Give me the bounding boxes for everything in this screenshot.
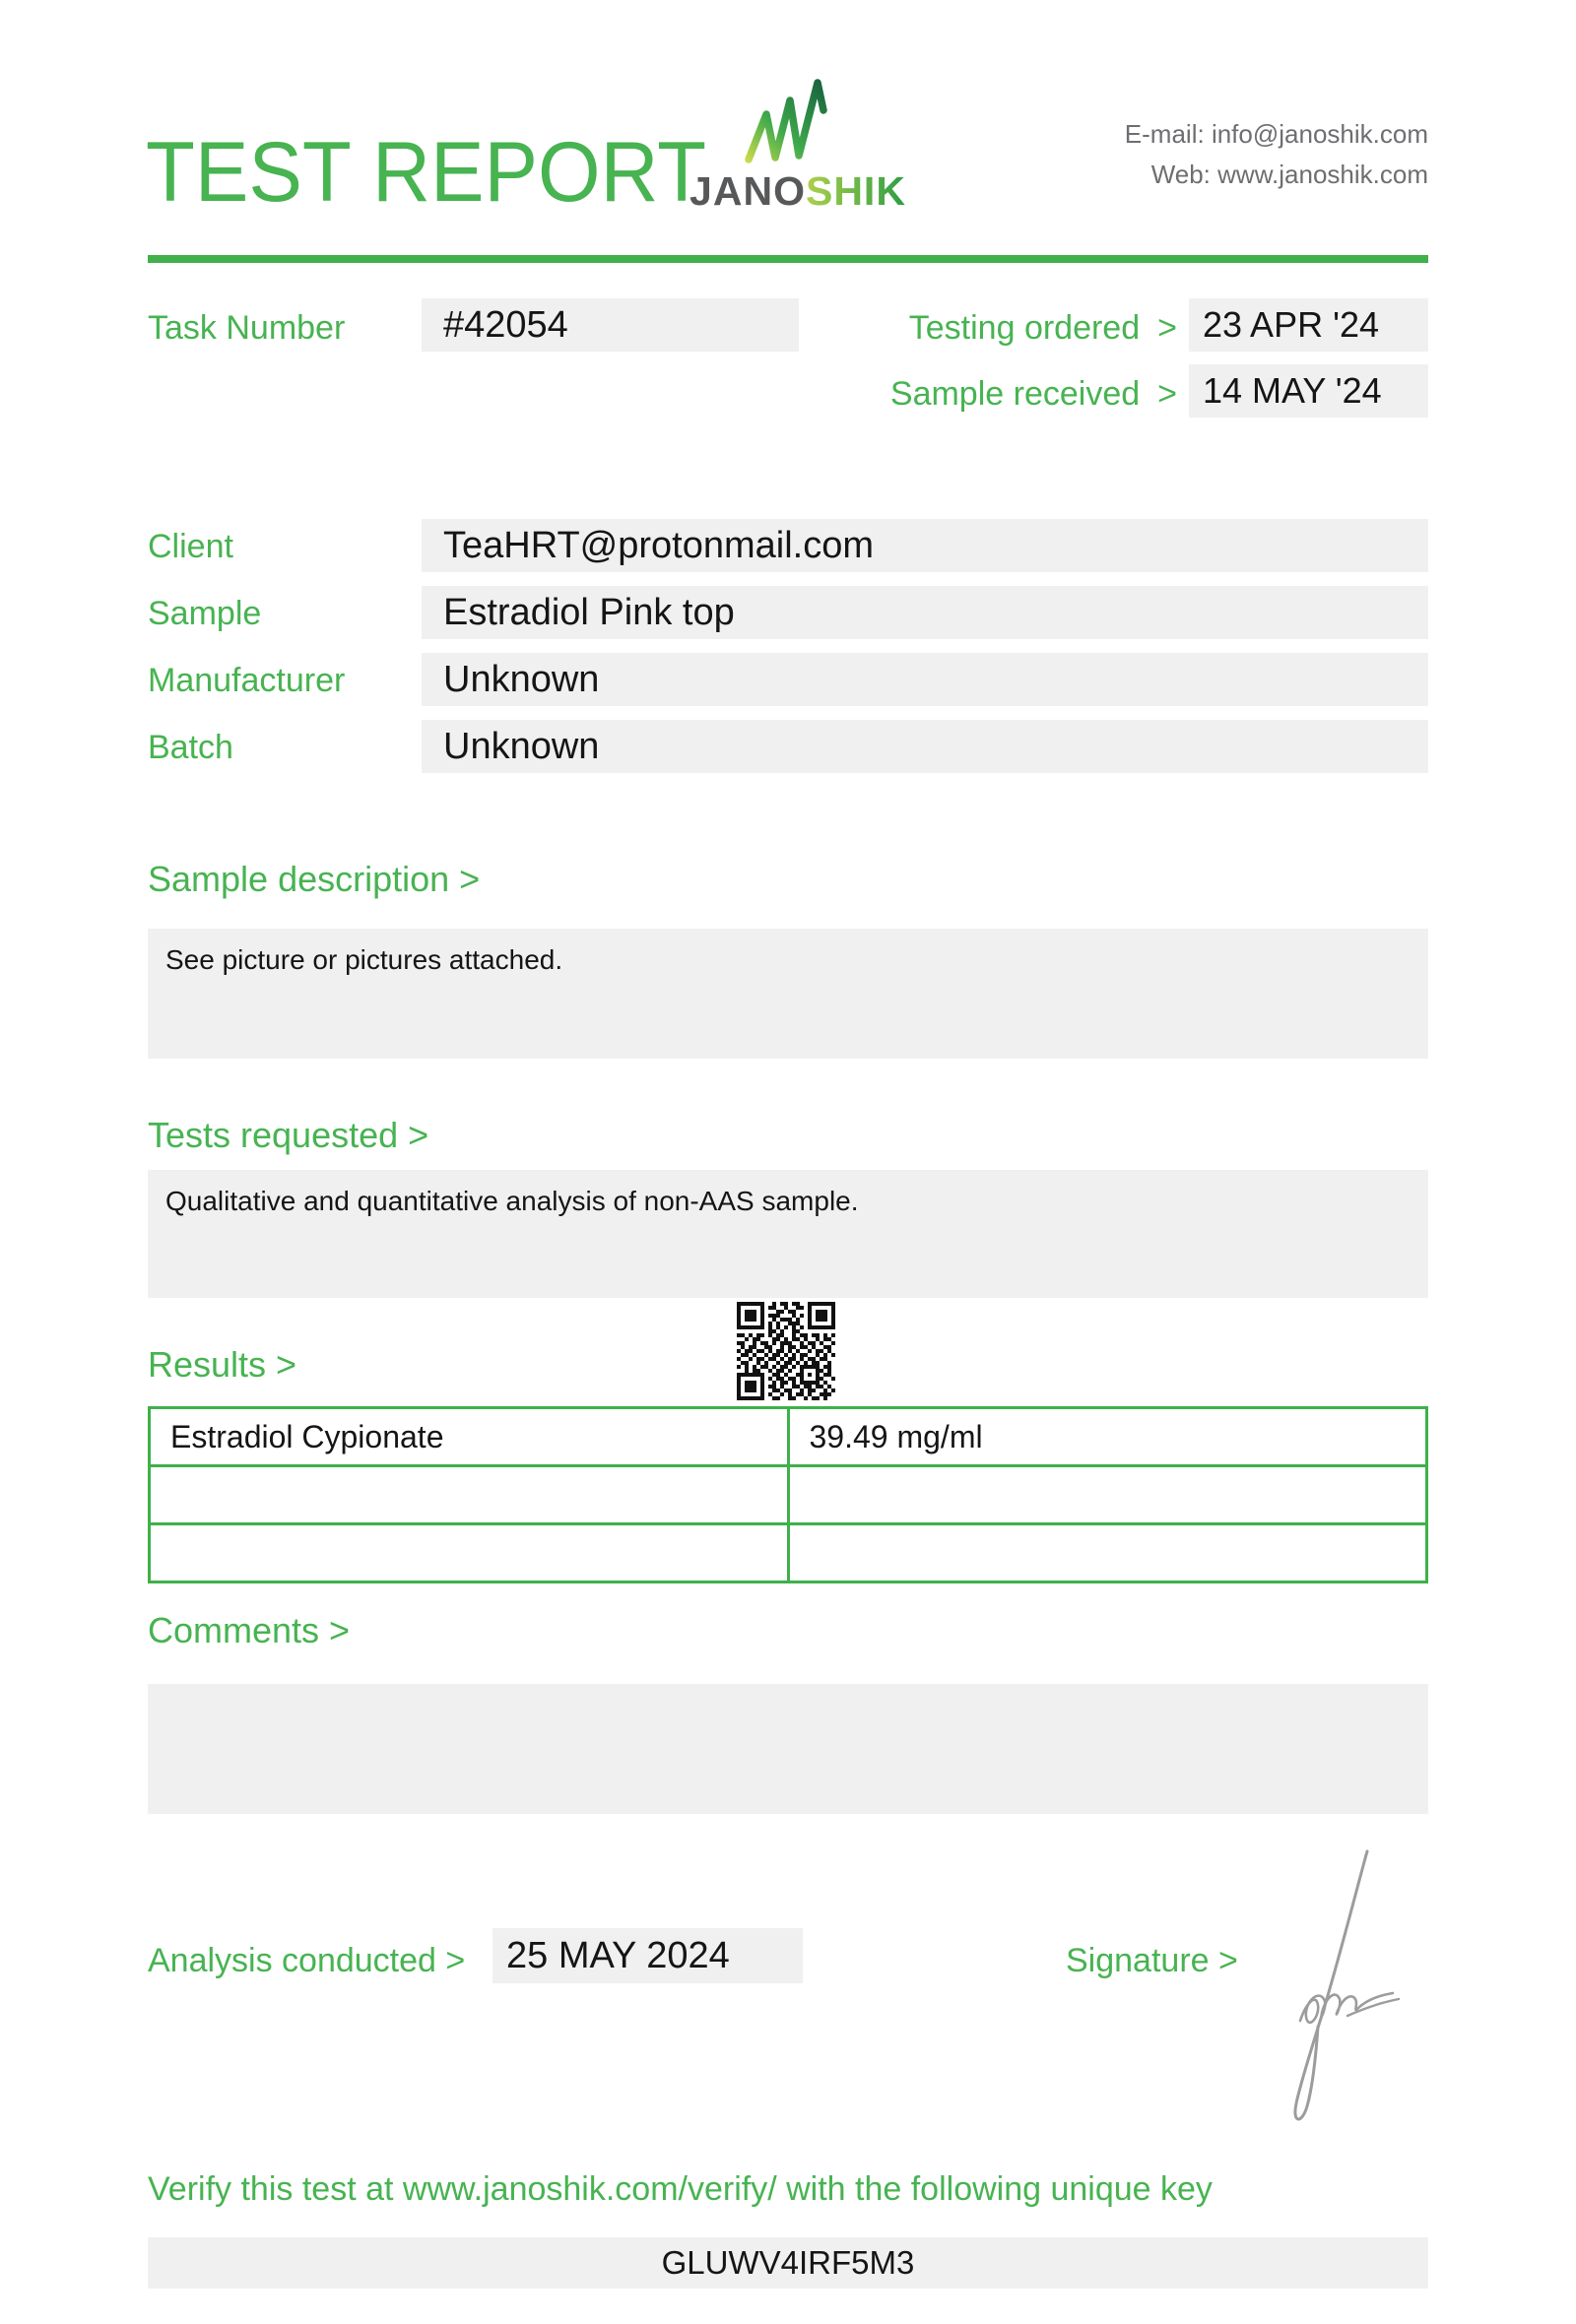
testing-ordered-value: 23 APR '24 (1203, 304, 1379, 345)
growth-chart-icon (749, 83, 823, 160)
logo-wordmark (690, 168, 906, 214)
results-table (148, 1406, 1428, 1583)
signature-label: Signature > (1066, 1942, 1238, 1979)
sample-label: Sample (148, 595, 262, 632)
verify-key-value: GLUWV4IRF5M3 (661, 2244, 915, 2281)
results-heading: Results > (148, 1344, 297, 1385)
task-number-label: Task Number (148, 309, 346, 347)
signature-scribble-icon (1249, 1843, 1412, 2139)
email-label: E-mail: (1124, 119, 1205, 149)
sample-received-label: Sample received > (889, 375, 1177, 413)
result-substance (150, 1524, 789, 1582)
analysis-date-value: 25 MAY 2024 (506, 1935, 730, 1976)
qr-code (737, 1302, 835, 1400)
logo-text-jano: JANO (690, 168, 806, 214)
chevron-right-icon: > (1157, 375, 1177, 413)
sample-description-heading: Sample description > (148, 859, 481, 899)
table-row (150, 1408, 1427, 1466)
sample-received-field (1189, 364, 1428, 418)
page-title: TEST REPORT (146, 125, 706, 220)
table-row (150, 1524, 1427, 1582)
tests-requested-text: Qualitative and quantitative analysis of non-AAS sample. (165, 1186, 859, 1216)
comments-heading: Comments > (148, 1610, 351, 1650)
contact-info (1125, 114, 1428, 195)
manufacturer-label: Manufacturer (148, 662, 346, 699)
task-number-field (422, 298, 799, 352)
contact-web (1125, 155, 1428, 195)
manufacturer-field (422, 653, 1428, 706)
analysis-conducted-label: Analysis conducted > (148, 1942, 466, 1979)
web-value: www.janoshik.com (1217, 160, 1428, 189)
contact-email (1125, 114, 1428, 155)
tests-requested-heading: Tests requested > (148, 1115, 429, 1155)
sample-description-box (148, 929, 1428, 1059)
verify-key-field (148, 2237, 1428, 2289)
analysis-date-field (492, 1928, 803, 1983)
batch-value: Unknown (443, 726, 600, 767)
batch-field (422, 720, 1428, 773)
testing-ordered-label: Testing ordered > (908, 309, 1177, 347)
verify-instruction: Verify this test at www.janoshik.com/verify/ with the following unique key (148, 2170, 1213, 2208)
email-value: info@janoshik.com (1211, 119, 1428, 149)
comments-box (148, 1684, 1428, 1814)
client-field (422, 519, 1428, 572)
result-substance: Estradiol Cypionate (150, 1408, 789, 1466)
testing-ordered-field (1189, 298, 1428, 352)
batch-label: Batch (148, 729, 233, 766)
sample-received-value: 14 MAY '24 (1203, 370, 1382, 411)
header-divider (148, 255, 1428, 263)
result-amount: 39.49 mg/ml (788, 1408, 1427, 1466)
sample-description-text: See picture or pictures attached. (165, 944, 563, 975)
sample-field (422, 586, 1428, 639)
janoshik-logo (680, 71, 916, 217)
client-label: Client (148, 528, 233, 565)
web-label: Web: (1150, 160, 1211, 189)
logo-text-shik: SHIK (805, 168, 906, 214)
result-amount (788, 1524, 1427, 1582)
result-amount (788, 1466, 1427, 1524)
sample-value: Estradiol Pink top (443, 592, 735, 633)
client-value: TeaHRT@protonmail.com (443, 525, 875, 566)
chevron-right-icon: > (1157, 309, 1177, 347)
tests-requested-box (148, 1170, 1428, 1298)
comments-text (148, 1684, 1428, 1700)
table-row (150, 1466, 1427, 1524)
manufacturer-value: Unknown (443, 659, 600, 700)
task-number-value: #42054 (443, 304, 568, 346)
result-substance (150, 1466, 789, 1524)
